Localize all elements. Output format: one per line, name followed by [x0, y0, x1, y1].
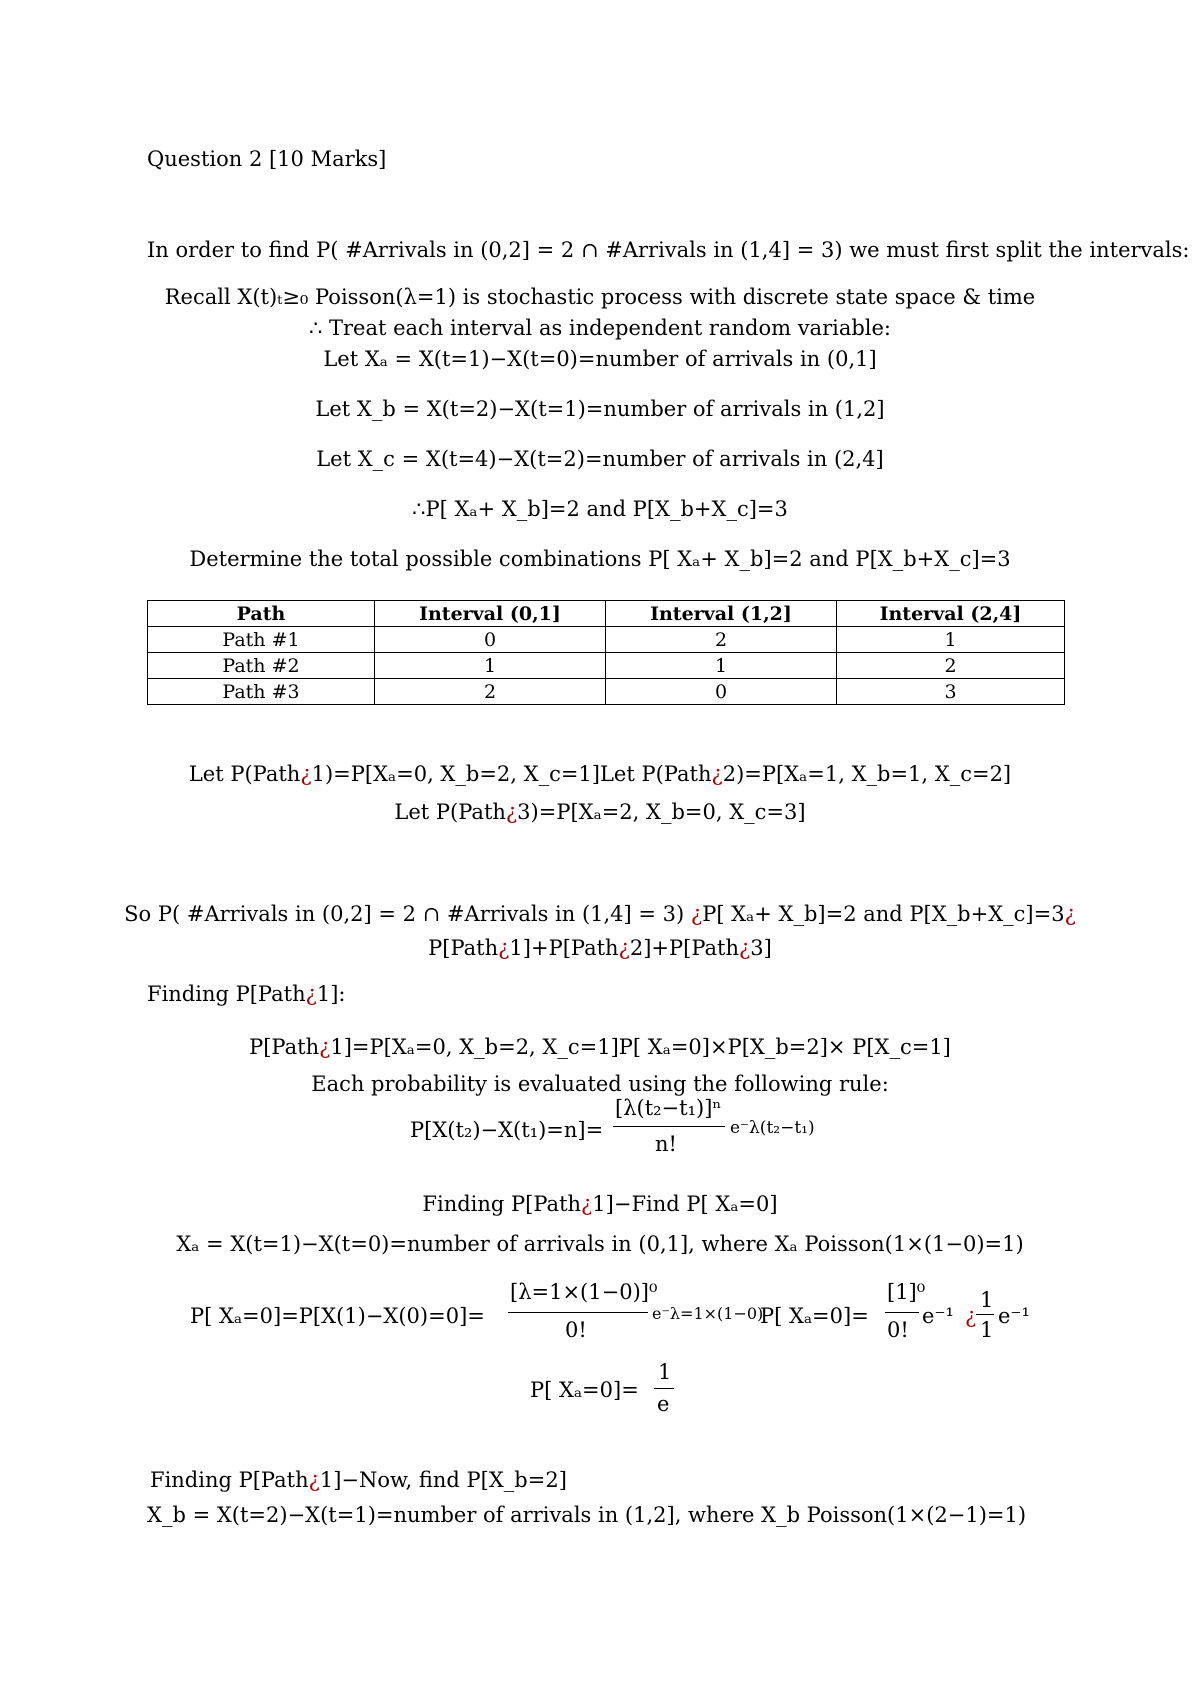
let-xa-line: Let Xₐ = X(t=1)−X(t=0)=number of arrivals in (0,1]: [323, 347, 877, 371]
finding-xb-heading: Finding P[Path¿1]−Now, find P[X_b=2]: [150, 1468, 567, 1492]
table-header-row: [148, 601, 1065, 627]
fraction-bar: [885, 1312, 919, 1313]
table-header: Interval (1,2]: [606, 601, 837, 627]
table-header: Path: [148, 601, 375, 627]
table-cell: 1: [606, 653, 837, 679]
path1-equation: P[Path¿1]=P[Xₐ=0, X_b=2, X_c=1]P[ Xₐ=0]×P[X_b=2]× P[X_c=1]: [249, 1035, 951, 1059]
table-row: [148, 679, 1065, 705]
treat-line: ∴ Treat each interval as independent random variable:: [308, 316, 892, 340]
table-cell: Path #2: [148, 653, 375, 679]
path-3-line: Let P(Path¿3)=P[Xₐ=2, X_b=0, X_c=3]: [394, 800, 806, 824]
determine-line: Determine the total possible combinations P[ Xₐ+ X_b]=2 and P[X_b+X_c]=3: [189, 547, 1011, 571]
finding-path1-heading: Finding P[Path¿1]:: [147, 982, 346, 1006]
let-xc-line: Let X_c = X(t=4)−X(t=2)=number of arrivals in (2,4]: [316, 447, 884, 471]
fraction-bar: [654, 1388, 674, 1389]
question-title: Question 2 [10 Marks]: [147, 147, 387, 171]
fraction-bar: [508, 1312, 648, 1313]
table-row: [148, 627, 1065, 653]
therefore-line: ∴P[ Xₐ+ X_b]=2 and P[X_b+X_c]=3: [412, 497, 788, 521]
rule-text: Each probability is evaluated using the following rule:: [311, 1072, 889, 1096]
let-xb-line: Let X_b = X(t=2)−X(t=1)=number of arrivals in (1,2]: [315, 397, 885, 421]
fraction-bar: [613, 1126, 725, 1127]
table-cell: 3: [837, 679, 1065, 705]
table-header: Interval (0,1]: [375, 601, 606, 627]
table-cell: 2: [837, 653, 1065, 679]
table-header: Interval (2,4]: [837, 601, 1065, 627]
table-cell: 1: [837, 627, 1065, 653]
so-line: So P( #Arrivals in (0,2] = 2 ∩ #Arrivals in (1,4] = 3) ¿P[ Xₐ+ X_b]=2 and P[X_b+X_c]=3¿: [124, 902, 1076, 926]
paths-1-2-line: Let P(Path¿1)=P[Xₐ=0, X_b=2, X_c=1]Let P(Path¿2)=P[Xₐ=1, X_b=1, X_c=2]: [188, 762, 1012, 786]
xa-definition: Xₐ = X(t=1)−X(t=0)=number of arrivals in (0,1], where Xₐ Poisson(1×(1−0)=1): [176, 1232, 1024, 1256]
table-cell: 0: [606, 679, 837, 705]
pa-result: P[ Xₐ=0]= 1 e: [530, 1360, 730, 1420]
xb-definition: X_b = X(t=2)−X(t=1)=number of arrivals in (1,2], where X_b Poisson(1×(2−1)=1): [147, 1503, 1027, 1527]
table-cell: 2: [606, 627, 837, 653]
table-row: [148, 653, 1065, 679]
table-cell: 0: [375, 627, 606, 653]
finding-xa-heading: Finding P[Path¿1]−Find P[ Xₐ=0]: [422, 1192, 778, 1216]
intro-text: In order to find P( #Arrivals in (0,2] = 2 ∩ #Arrivals in (1,4] = 3) we must first split the intervals:: [147, 238, 1190, 262]
fraction-bar: [976, 1314, 994, 1315]
table-cell: Path #1: [148, 627, 375, 653]
pa-calculation: P[ Xₐ=0]=P[X(1)−X(0)=0]= [λ=1×(1−0)]⁰ 0! e⁻λ=1×(1−0) P[ Xₐ=0]= [1]⁰ 0! e⁻¹ ¿ 1 1 e⁻¹: [190, 1280, 1030, 1342]
table-cell: Path #3: [148, 679, 375, 705]
combinations-table: [147, 600, 1065, 705]
path-sum-line: P[Path¿1]+P[Path¿2]+P[Path¿3]: [428, 936, 772, 960]
recall-line: Recall X(t)ₜ≥₀ Poisson(λ=1) is stochastic process with discrete state space & time: [164, 285, 1036, 309]
table-cell: 2: [375, 679, 606, 705]
table-cell: 1: [375, 653, 606, 679]
